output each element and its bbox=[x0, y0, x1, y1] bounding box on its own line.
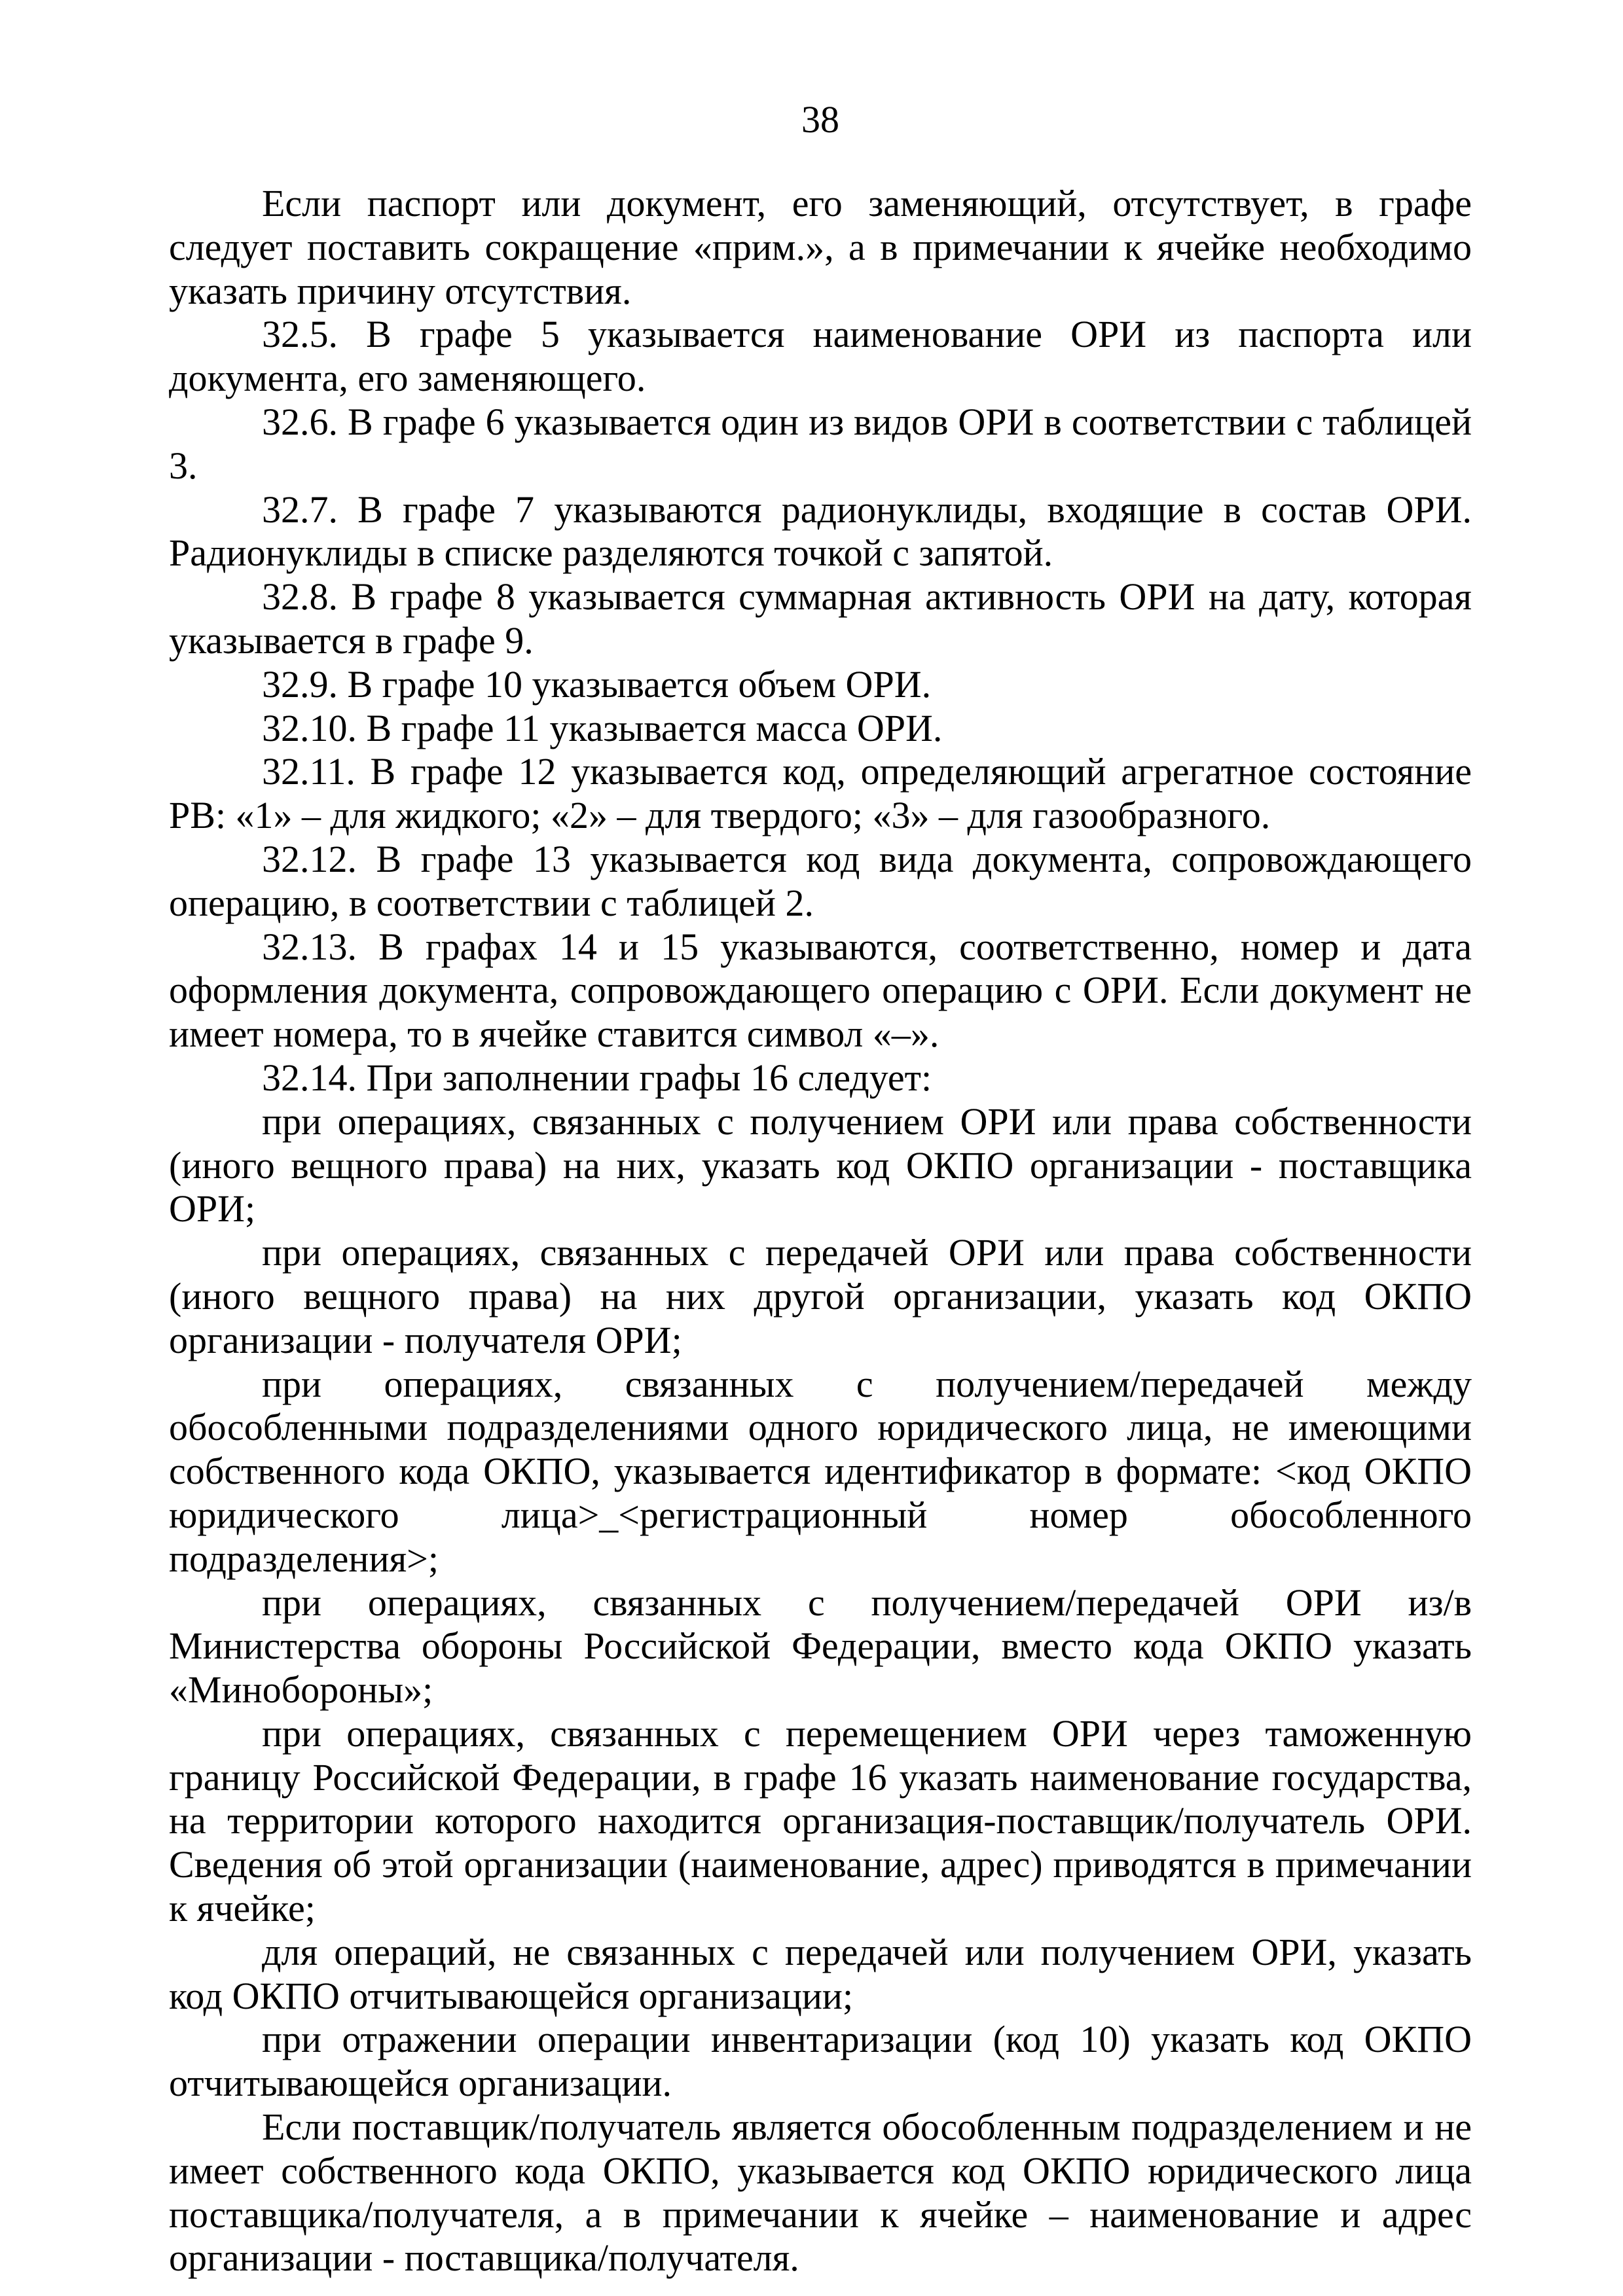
paragraph-supplier-subdivision: Если поставщик/получатель является обособленным подразделением и не имеет собственного кода ОКПО, указывается код ОКПО юридического лица поставщика/получателя, а в примечании к ячейке – наименование и адрес организации - поставщика/получателя. bbox=[169, 2106, 1472, 2280]
paragraph-ministry-of-defense: при операциях, связанных с получением/передачей ОРИ из/в Министерства обороны Российской Федерации, вместо кода ОКПО указать «Минобороны»; bbox=[169, 1581, 1472, 1712]
paragraph-passport-absent: Если паспорт или документ, его заменяющий, отсутствует, в графе следует поставить сокращение «прим.», а в примечании к ячейке необходимо указать причину отсутствия. bbox=[169, 182, 1472, 312]
paragraph-32-10: 32.10. В графе 11 указывается масса ОРИ. bbox=[262, 706, 943, 749]
paragraph-32-6: 32.6. В графе 6 указывается один из видов ОРИ в соответствии с таблицей 3. bbox=[169, 400, 1472, 487]
paragraph-separate-subdivisions: при операциях, связанных с получением/передачей между обособленными подразделениями одного юридического лица, не имеющими собственного кода ОКПО, указывается идентификатор в формате: <код ОКПО юридического лица>_<регистрационный номер обособленного подразделения>; bbox=[169, 1362, 1472, 1580]
paragraph-inventory: при отражении операции инвентаризации (код 10) указать код ОКПО отчитывающейся организации. bbox=[169, 2018, 1472, 2105]
paragraph-other-operations: для операций, не связанных с передачей или получением ОРИ, указать код ОКПО отчитывающейся организации; bbox=[169, 1930, 1472, 2017]
paragraph-32-12: 32.12. В графе 13 указывается код вида документа, сопровождающего операцию, в соответствии с таблицей 2. bbox=[169, 837, 1472, 924]
page-number: 38 bbox=[801, 98, 839, 141]
paragraph-customs-border: при операциях, связанных с перемещением ОРИ через таможенную границу Российской Федерации, в графе 16 указать наименование государства, на территории которого находится организация-поставщик/получатель ОРИ. Сведения об этой организации (наименование, адрес) приводятся в примечании к ячейке; bbox=[169, 1712, 1472, 1930]
paragraph-32-9: 32.9. В графе 10 указывается объем ОРИ. bbox=[262, 662, 932, 706]
paragraph-32-8: 32.8. В графе 8 указывается суммарная активность ОРИ на дату, которая указывается в графе 9. bbox=[169, 575, 1472, 662]
paragraph-32-13: 32.13. В графах 14 и 15 указываются, соответственно, номер и дата оформления документа, сопровождающего операцию с ОРИ. Если документ не имеет номера, то в ячейке ставится символ «–». bbox=[169, 925, 1472, 1056]
document-page bbox=[169, 98, 1472, 2280]
paragraph-32-5: 32.5. В графе 5 указывается наименование ОРИ из паспорта или документа, его заменяющего. bbox=[169, 313, 1472, 400]
paragraph-32-7: 32.7. В графе 7 указываются радионуклиды, входящие в состав ОРИ. Радионуклиды в списке разделяются точкой с запятой. bbox=[169, 488, 1472, 575]
paragraph-receiving-ori: при операциях, связанных с получением ОРИ или права собственности (иного вещного права) на них, указать код ОКПО организации - поставщика ОРИ; bbox=[169, 1100, 1472, 1230]
paragraph-transfer-ori: при операциях, связанных с передачей ОРИ или права собственности (иного вещного права) на них другой организации, указать код ОКПО организации - получателя ОРИ; bbox=[169, 1231, 1472, 1361]
paragraph-32-11: 32.11. В графе 12 указывается код, определяющий агрегатное состояние РВ: «1» – для жидкого; «2» – для твердого; «3» – для газообразного. bbox=[169, 750, 1472, 837]
paragraph-32-14: 32.14. При заполнении графы 16 следует: bbox=[262, 1056, 932, 1099]
